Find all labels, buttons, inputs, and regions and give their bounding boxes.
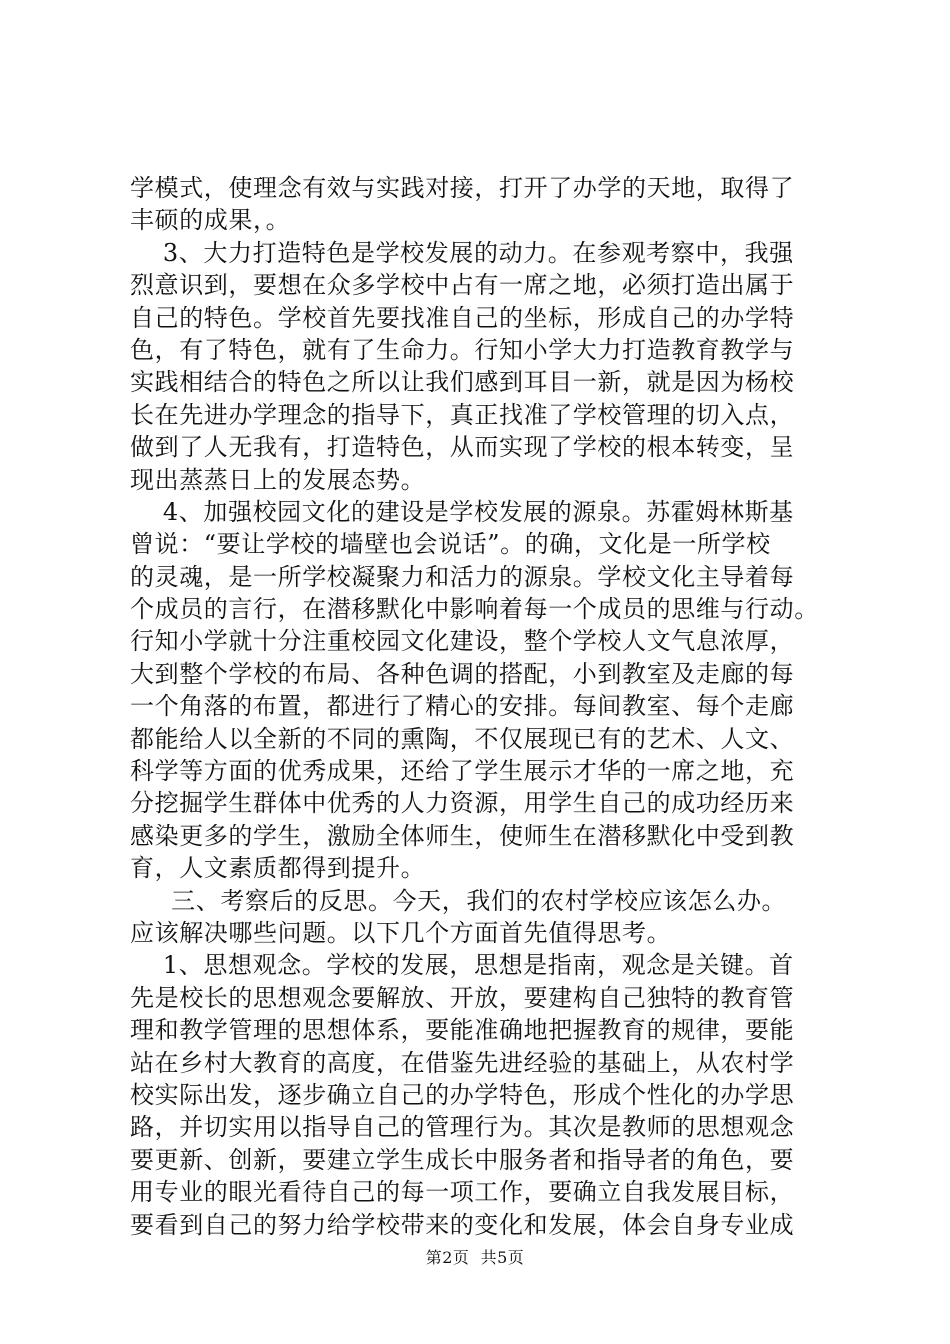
- text-line: 1、思想观念。学校的发展，思想是指南，观念是关键。首: [130, 951, 794, 980]
- text-line: 用专业的眼光看待自己的每一项工作，要确立自我发展目标，: [130, 1178, 795, 1207]
- text-line: 育，人文素质都得到提升。: [130, 854, 426, 883]
- text-line: 一个角落的布置，都进行了精心的安排。每间教室、每个走廊: [130, 692, 795, 721]
- text-line: 色，有了特色，就有了生命力。行知小学大力打造教育教学与: [130, 335, 795, 364]
- text-line: 个成员的言行，在潜移默化中影响着每一个成员的思维与行动。: [130, 595, 819, 624]
- page-footer: [0, 1245, 950, 1268]
- text-line: 曾说：“要让学校的墙壁也会说话”。的确，文化是一所学校: [130, 530, 771, 559]
- text-line: 路，并切实用以指导自己的管理行为。其次是教师的思想观念: [130, 1113, 795, 1142]
- text-line: 要看到自己的努力给学校带来的变化和发展，体会自身专业成: [130, 1210, 795, 1239]
- text-line: 理和教学管理的思想体系，要能准确地把握教育的规律，要能: [130, 1016, 795, 1045]
- text-line: 学模式，使理念有效与实践对接，打开了办学的天地，取得了: [130, 174, 795, 202]
- page-number-label: 第2页 共5页: [425, 1248, 525, 1267]
- text-line: 行知小学就十分注重校园文化建设，整个学校人文气息浓厚，: [130, 627, 795, 656]
- text-line: 校实际出发，逐步确立自己的办学特色，形成个性化的办学思: [130, 1080, 795, 1109]
- text-line: 科学等方面的优秀成果，还给了学生展示才华的一席之地，充: [130, 757, 795, 786]
- text-line: 现出蒸蒸日上的发展态势。: [130, 465, 426, 494]
- text-line: 应该解决哪些问题。以下几个方面首先值得思考。: [130, 918, 672, 947]
- text-line: 3、大力打造特色是学校发展的动力。在参观考察中，我强: [130, 238, 794, 267]
- text-line: 做到了人无我有，打造特色，从而实现了学校的根本转变，呈: [130, 433, 795, 462]
- text-line: 的灵魂，是一所学校凝聚力和活力的源泉。学校文化主导着每: [130, 562, 795, 591]
- text-line: 长在先进办学理念的指导下，真正找准了学校管理的切入点，: [130, 400, 795, 429]
- text-line: 丰硕的成果，。: [130, 206, 291, 235]
- text-line: 先是校长的思想观念要解放、开放，要建构自己独特的教育管: [130, 983, 795, 1012]
- text-line: 4、加强校园文化的建设是学校发展的源泉。苏霍姆林斯基: [130, 497, 794, 526]
- text-line: 分挖掘学生群体中优秀的人力资源，用学生自己的成功经历来: [130, 789, 795, 818]
- body-text: [130, 172, 830, 1241]
- text-line: 要更新、创新，要建立学生成长中服务者和指导者的角色，要: [130, 1145, 795, 1174]
- text-line: 感染更多的学生，激励全体师生，使师生在潜移默化中受到教: [130, 821, 795, 850]
- text-line: 自己的特色。学校首先要找准自己的坐标，形成自己的办学特: [130, 303, 795, 332]
- text-line: 大到整个学校的布局、各种色调的搭配，小到教室及走廊的每: [130, 659, 795, 688]
- text-line: 站在乡村大教育的高度，在借鉴先进经验的基础上，从农村学: [130, 1048, 795, 1077]
- text-line: 烈意识到，要想在众多学校中占有一席之地，必须打造出属于: [130, 271, 795, 300]
- text-line: 三、考察后的反思。今天，我们的农村学校应该怎么办。: [130, 886, 787, 915]
- text-line: 实践相结合的特色之所以让我们感到耳目一新，就是因为杨校: [130, 368, 795, 397]
- text-line: 都能给人以全新的不同的熏陶，不仅展现已有的艺术、人文、: [130, 724, 795, 753]
